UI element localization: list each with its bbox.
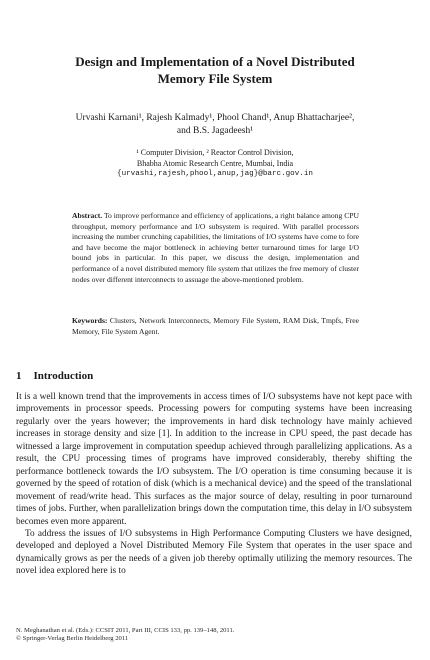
keywords [72, 316, 359, 337]
author-list [40, 112, 390, 138]
section-heading-introduction [16, 370, 93, 382]
affiliation-line-2: Bhabha Atomic Research Centre, Mumbai, India [136, 158, 294, 168]
section-number: 1 [16, 370, 22, 382]
affiliation-block [40, 148, 390, 180]
paper-title [40, 53, 390, 87]
intro-paragraph-2: To address the issues of I/O subsystems in High Performance Computing Clusters we have designed, developed and deployed a Novel Distributed Memory File System that operates in the user space and dynamically grows as per the needs of a given job thereby optimally utilizing the memory resources. The novel idea explored here is to [16, 528, 412, 577]
abstract-label: Abstract. [72, 211, 103, 220]
abstract-text: To improve performance and efficiency of applications, a right balance among CPU throughput, memory performance and I/O subsystem is required. With parallel processors increasing the number crunching capabilities, the limitations of I/O systems have come to fore and have become the major bottleneck in achieving better turnaround times for large I/O bound jobs in particular. In this paper, we discuss the design, implementation and performance of a novel distributed memory file system that utilizes the free memory of cluster nodes over different interconnects to assuage the above-mentioned problem. [72, 211, 359, 284]
authors-line-1: Urvashi Karnani¹, Rajesh Kalmady¹, Phool Chand¹, Anup Bhattacharjee², [75, 113, 355, 123]
intro-paragraph-1: It is a well known trend that the improvements in access times of I/O subsystems have not kept pace with improvements in processor speeds. Processing powers for computing systems have been increasing regularly over the years however; the improvements in hard disk technology have mainly achieved increases in storage density and size [1]. In addition to the increase in CPU speed, the past decade has witnessed a large improvement in computation speedup achieved through parallelizing applications. As a result, the CPU processing times of programs have improved considerably, thereby shifting the performance bottleneck towards the I/O subsystem. The I/O operation is time consuming because it is governed by the speed of rotation of disk (which is a mechanical device) and the speed of the translational movement of read/write head. This surfaces as the major source of delay, resulting in poor turnaround times of jobs. Further, when parallelization brings down the computation time, this delay in I/O subsystem becomes even more apparent. [16, 392, 412, 527]
authors-line-2: and B.S. Jagadeesh¹ [176, 126, 254, 136]
footer-citation: N. Meghanathan et al. (Eds.): CCSIT 2011, Part III, CCIS 133, pp. 139–148, 2011. [16, 627, 235, 634]
keywords-label: Keywords: [72, 316, 108, 325]
affiliation-line-1: ¹ Computer Division, ² Reactor Control Division, [136, 148, 294, 157]
keywords-text: Clusters, Network Interconnects, Memory File System, RAM Disk, Tmpfs, Free Memory, File System Agent. [72, 316, 359, 336]
publication-footer [16, 627, 234, 644]
title-line-2: Memory File System [157, 71, 273, 86]
footer-copyright: © Springer-Verlag Berlin Heidelberg 2011 [16, 635, 129, 643]
section-title: Introduction [33, 370, 94, 382]
title-line-1: Design and Implementation of a Novel Distributed [75, 54, 355, 69]
author-emails: {urvashi,rajesh,phool,anup,jag}@barc.gov.in [117, 170, 313, 178]
abstract [72, 211, 359, 285]
introduction-body [16, 391, 412, 578]
